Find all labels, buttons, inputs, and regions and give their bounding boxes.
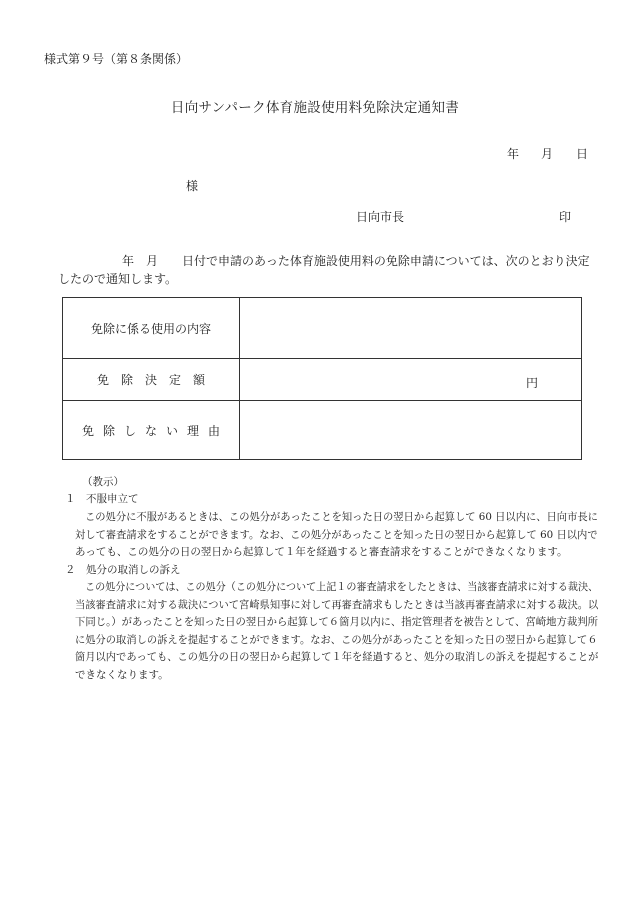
section2-line4: に処分の取消しの訴えを提起することができます。なお、この処分があったことを知った日の翌日から起算して６ [75, 634, 598, 646]
notice-heading: （教示） [82, 476, 124, 488]
intro-text-line1: 日付で申請のあった体育施設使用料の免除申請については、次のとおり決定 [182, 254, 590, 268]
exemption-amount-label: 免除決定額 [63, 359, 240, 400]
section1-title: １ 不服申立て [65, 493, 139, 505]
date-day-label: 日 [576, 147, 589, 161]
table-row-amount [63, 359, 581, 401]
section1-line3: あっても、この処分の日の翌日から起算して１年を経過すると審査請求をすることができなくなります。 [75, 546, 568, 558]
section2-title: ２ 処分の取消しの訴え [65, 564, 181, 576]
table-row-reason [63, 401, 581, 459]
seal-mark: 印 [559, 210, 572, 224]
document-title: 日向サンパーク体育施設使用料免除決定通知書 [170, 100, 460, 116]
section2-line6: できなくなります。 [75, 669, 169, 681]
section2-line5: 箇月以内であっても、この処分の日の翌日から起算して１年を経過すると、処分の取消しの訴えを提起することが [75, 651, 599, 663]
intro-year-label: 年 [122, 254, 135, 268]
section1-line2: 対して審査請求をすることができます。なお、この処分があったことを知った日の翌日から起算して 60 日以内で [75, 529, 598, 541]
non-exemption-reason-label: 免除しない理由 [63, 401, 240, 459]
exemption-amount-value [240, 359, 581, 400]
section2-line2: 当該審査請求に対する裁決について宮崎県知事に対して再審査請求もしたときは当該再審査請求に対する裁決。以 [75, 599, 599, 611]
form-number: 様式第９号（第８条関係） [44, 52, 189, 66]
table-row-usage [63, 298, 581, 359]
yen-unit: 円 [526, 376, 539, 390]
date-year-label: 年 [507, 147, 520, 161]
non-exemption-reason-value [240, 401, 581, 459]
issuer-name: 日向市長 [356, 210, 405, 224]
section2-line1: この処分については、この処分（この処分について上記１の審査請求をしたときは、当該審査請求に対する裁決、 [85, 581, 599, 593]
usage-content-label: 免除に係る使用の内容 [63, 298, 240, 358]
section2-line3: 下同じ。）があったことを知った日の翌日から起算して６箇月以内に、指定管理者を被告として、宮崎地方裁判所 [75, 616, 598, 628]
intro-month-label: 月 [146, 254, 159, 268]
exemption-table [62, 297, 582, 460]
addressee-honorific: 様 [186, 179, 199, 193]
date-month-label: 月 [541, 147, 554, 161]
usage-content-value [240, 298, 581, 358]
intro-text-line2: したので通知します。 [58, 272, 178, 286]
section1-line1: この処分に不服があるときは、この処分があったことを知った日の翌日から起算して 60 日以内に、日向市長に [85, 511, 598, 523]
